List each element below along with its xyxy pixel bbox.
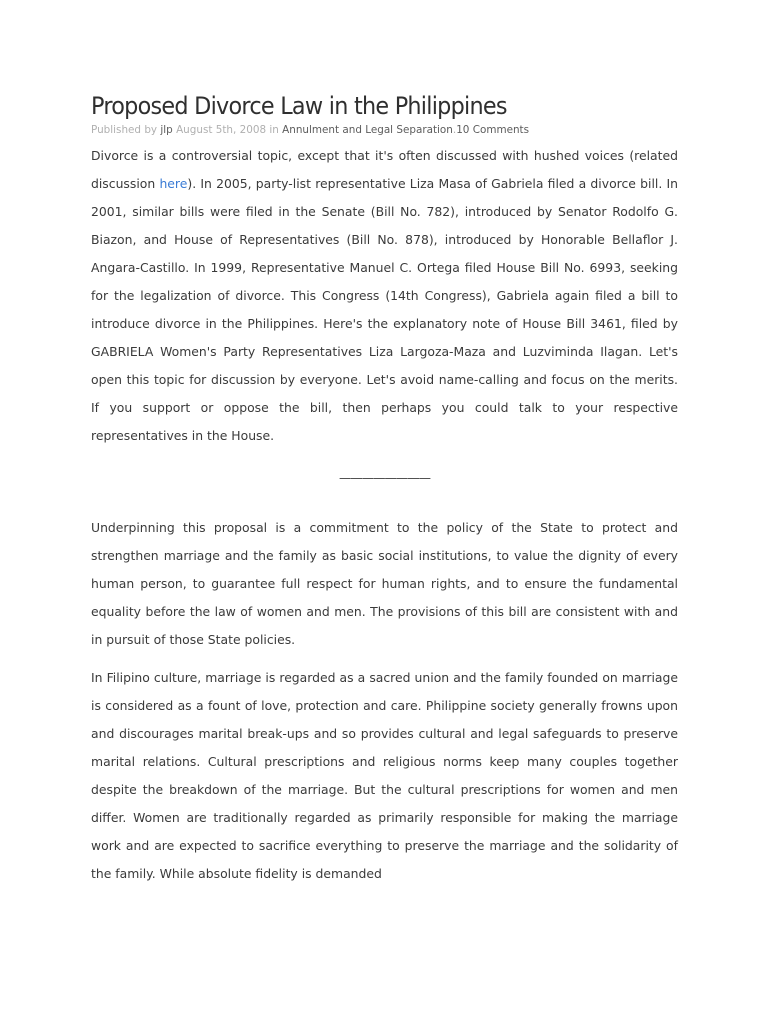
meta-separator: .: [452, 124, 457, 136]
category-link[interactable]: Annulment and Legal Separation: [282, 124, 453, 136]
author-link[interactable]: jlp: [160, 124, 173, 136]
post-date: August 5th, 2008 in: [172, 124, 283, 136]
body-paragraph-2: Underpinning this proposal is a commitment to the policy of the State to protect and strengthen marriage and the family as basic social institutions, to value the dignity of every human person, to guarantee full respect for human rights, and to ensure the fundamental equality before the law of women and men. The provisions of this bill are consistent with and in pursuit of those State policies.: [91, 520, 678, 647]
body-paragraph-3: In Filipino culture, marriage is regarded as a sacred union and the family founded on marriage is considered as a fount of love, protection and care. Philippine society generally frowns upon and discourages marital break-ups and so provides cultural and legal safeguards to preserve marital relations. Cultural prescriptions and religious norms keep many couples together despite the breakdown of the marriage. But the cultural prescriptions for women and men differ. Women are traditionally regarded as primarily responsible for making the marriage work and are expected to sacrifice everything to preserve the marriage and the solidarity of the family. While absolute fidelity is demanded: [91, 670, 678, 881]
here-link[interactable]: here: [159, 176, 188, 191]
intro-text-start: Divorce is a controversial topic, except that it's often discussed with hushed voices (related discussion: [91, 148, 678, 191]
intro-text-end: ). In 2005, party-list representative Liza Masa of Gabriela filed a divorce bill. In 2001, similar bills were filed in the Senate (Bill No. 782), introduced by Senator Rodolfo G. Biazon, and House of Representatives (Bill No. 878), introduced by Honorable Bellaflor J. Angara-Castillo. In 1999, Representative Manuel C. Ortega filed House Bill No. 6993, seeking for the legalization of divorce. This Congress (14th Congress), Gabriela again filed a bill to introduce divorce in the Philippines. Here's the explanatory note of House Bill 3461, filed by GABRIELA Women's Party Representatives Liza Largoza-Maza and Luzviminda Ilagan. Let's open this topic for discussion by everyone. Let's avoid name-calling and focus on the merits. If you support or oppose the bill, then perhaps you could talk to your respective representatives in the House.: [91, 176, 678, 443]
section-divider: ————————: [338, 470, 431, 485]
article: [91, 88, 678, 888]
published-by-label: Published by: [91, 124, 161, 136]
comments-link[interactable]: 10 Comments: [456, 124, 530, 136]
intro-paragraph: [91, 142, 678, 450]
page-title: Proposed Divorce Law in the Philippines: [91, 92, 507, 120]
post-meta: [91, 123, 678, 137]
